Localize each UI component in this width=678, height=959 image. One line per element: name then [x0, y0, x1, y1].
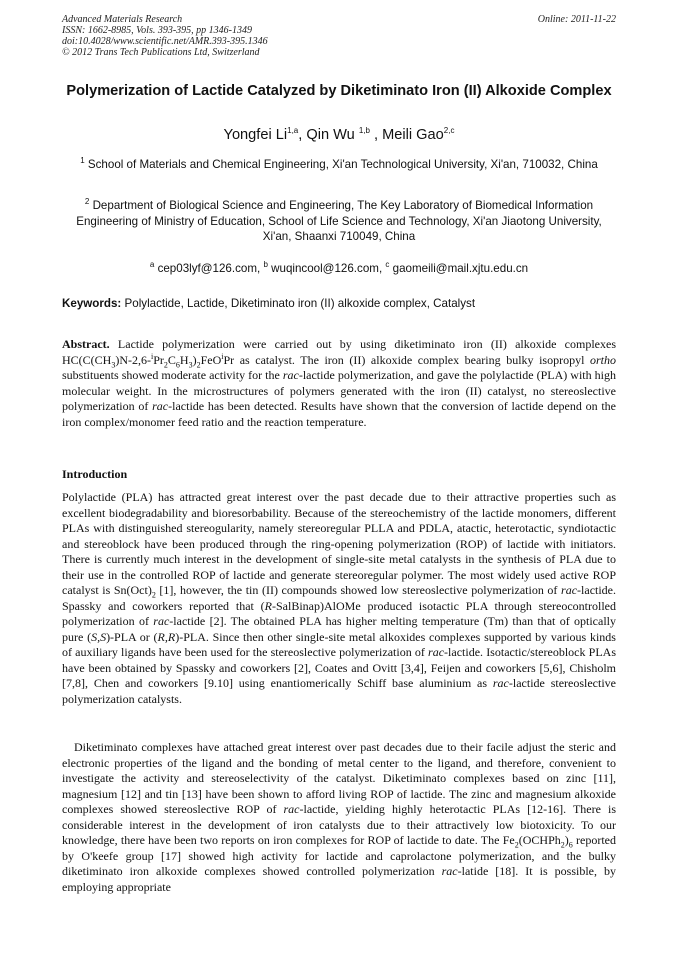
intro-paragraph-2: Diketiminato complexes have attached great interest over past decades due to their facile adjust the steric and electronic properties of the ligand and the bonding of metal center to the ligand, and therefore, convenient to investigate the activity and stereoselectivity of the catalyst. Diketiminato complexes based on zinc [11], magnesium [12] and tin [13] have been shown to afford living ROP of lactide. The zinc and magnesium alkoxide complexes showed stereoslective ROP of rac-lactide, yielding highly heterotactic PLAs [12-16]. There is considerable interest in the development of iron catalysts due to their attractively low biotoxicity. To our knowledge, there have been two reports on iron complexes for ROP of lactide to date. The $Fe_2(OCHPh_2)_6$ reported by O'keefe group [17] showed high activity for lactide and caprolactone polymerization, and the bulky diketiminato iron alkoxide complexes showed controlled polymerization rac-latide [18]. It is possible, by employing appropriate	[62, 740, 617, 894]
author-name: Qin Wu	[306, 127, 355, 143]
email-address: gaomeili@mail.xjtu.edu.cn	[392, 262, 529, 275]
keywords	[62, 296, 616, 311]
email-address: cep03lyf@126.com	[157, 262, 257, 275]
affiliation-text: Department of Biological Science and Engineering, The Key Laboratory of Biomedical Information Engineering of Ministry of Education, School of Life Science and Technology, Xi'an Jiaotong University, Xi'an, Shaanxi 710049, China	[76, 199, 602, 243]
author-name: Meili Gao	[382, 127, 444, 143]
author-name: Yongfei Li	[223, 127, 288, 143]
keywords-text: Polylactide, Lactide, Diketiminato iron (II) alkoxide complex, Catalyst	[124, 297, 476, 310]
email-mark: c	[385, 260, 390, 270]
keywords-label: Keywords:	[62, 297, 122, 310]
abstract: Abstract. Lactide polymerization were carried out by using diketiminato iron (II) alkoxide complexes $HC(C(CH_3)N-2,6-^iPr_2C_6H_3)_2FeO^iPr$ as catalyst. The iron (II) alkoxide complex bearing bulky isopropyl ortho substituents showed moderate activity for the rac-lactide polymerization, and gave the polylactide (PLA) with high molecular weight. In the microstructures of polymers generated with the iron (II) catalyst, no stereoslective polymerization of rac-lactide has been detected. Results have shown that the conversion of lactide depend on the iron complex/monomer feed ratio and the reaction temperature.	[62, 337, 617, 429]
affiliation-1	[62, 157, 616, 173]
doi-line: doi:10.4028/www.scientific.net/AMR.393-395.1346	[62, 36, 268, 47]
affiliation-mark: 1	[80, 156, 85, 166]
email-mark: a	[149, 260, 155, 270]
email-list: $^a$ cep03lyf@126.com, $^b$ wuqincool@126.com, $^c$ gaomeili@mail.xjtu.edu.cn	[149, 260, 529, 275]
affiliation-mark: 2	[84, 197, 90, 207]
author-mark: 1,a	[287, 126, 299, 136]
affiliation-text: School of Materials and Chemical Engineering, Xi'an Technological University, Xi'an, 710032, China	[87, 158, 598, 171]
issn-line: ISSN: 1662-8985, Vols. 393-395, pp 1346-1349	[62, 25, 252, 36]
author-list: Yongfei Li$^{1,a}$, Qin Wu $^{1,b}$ , Meili Gao$^{2,c}$	[223, 126, 455, 143]
author-mark: 2,c	[443, 126, 455, 136]
author-mark: 1,b	[358, 126, 370, 136]
journal-header	[62, 14, 268, 58]
email-address: wuqincool@126.com	[271, 262, 379, 275]
abstract-label: Abstract.	[62, 337, 110, 351]
journal-name: Advanced Materials Research	[62, 14, 183, 25]
copyright-line: © 2012 Trans Tech Publications Ltd, Switzerland	[62, 47, 260, 58]
affiliation-2	[62, 198, 616, 245]
section-heading-introduction: Introduction	[62, 467, 128, 481]
email-mark: b	[263, 260, 268, 270]
paper-title: Polymerization of Lactide Catalyzed by Diketiminato Iron (II) Alkoxide Complex	[66, 83, 612, 99]
online-date: Online: 2011-11-22	[537, 14, 616, 25]
intro-paragraph-1: Polylactide (PLA) has attracted great interest over the past decade due to their attractive properties such as excellent biodegradability and bioresorbability. Because of the stereochemistry of the lactide monomers, different PLAs with distinguished stereogularity, namely stereoregular PLLA and PDLA, atactic, heterotactic, syndiotactic and stereoblock have been produced through the ring-opening polymerization (ROP) of lactide with initiators. There is currently much interest in the development of single-site metal catalysts in the synthesis of PLA due to their use in the controlled ROP of lactide and generate stereoregular polymer. The most widely used active ROP catalyst is $Sn(Oct)_2$ [1], however, the tin (II) compounds showed low stereoslective polymerization of rac-lactide. Spassky and coworkers reported that (R-SalBinap)AlOMe produced isotactic PLA through stereocontrolled polymerization of rac-lactide [2]. The obtained PLA has higher melting temperature (Tm) than that of optically pure (S,S)-PLA or (R,R)-PLA. Since then other single-site metal alkoxides complexes supported by various kinds of auxiliary ligands have been used for the stereoslective polymerization of rac-lactide. Isotactic/stereoblock PLAs have been obtained by Spassky and coworkers [2], Coates and Ovitt [3,4], Feijen and coworkers [5,6], Chisholm [7,8], Chen and coworkers [9.10] using enantiomerically Schiff base aluminium as rac-lactide stereoslective polymerization catalysts.	[62, 490, 617, 706]
